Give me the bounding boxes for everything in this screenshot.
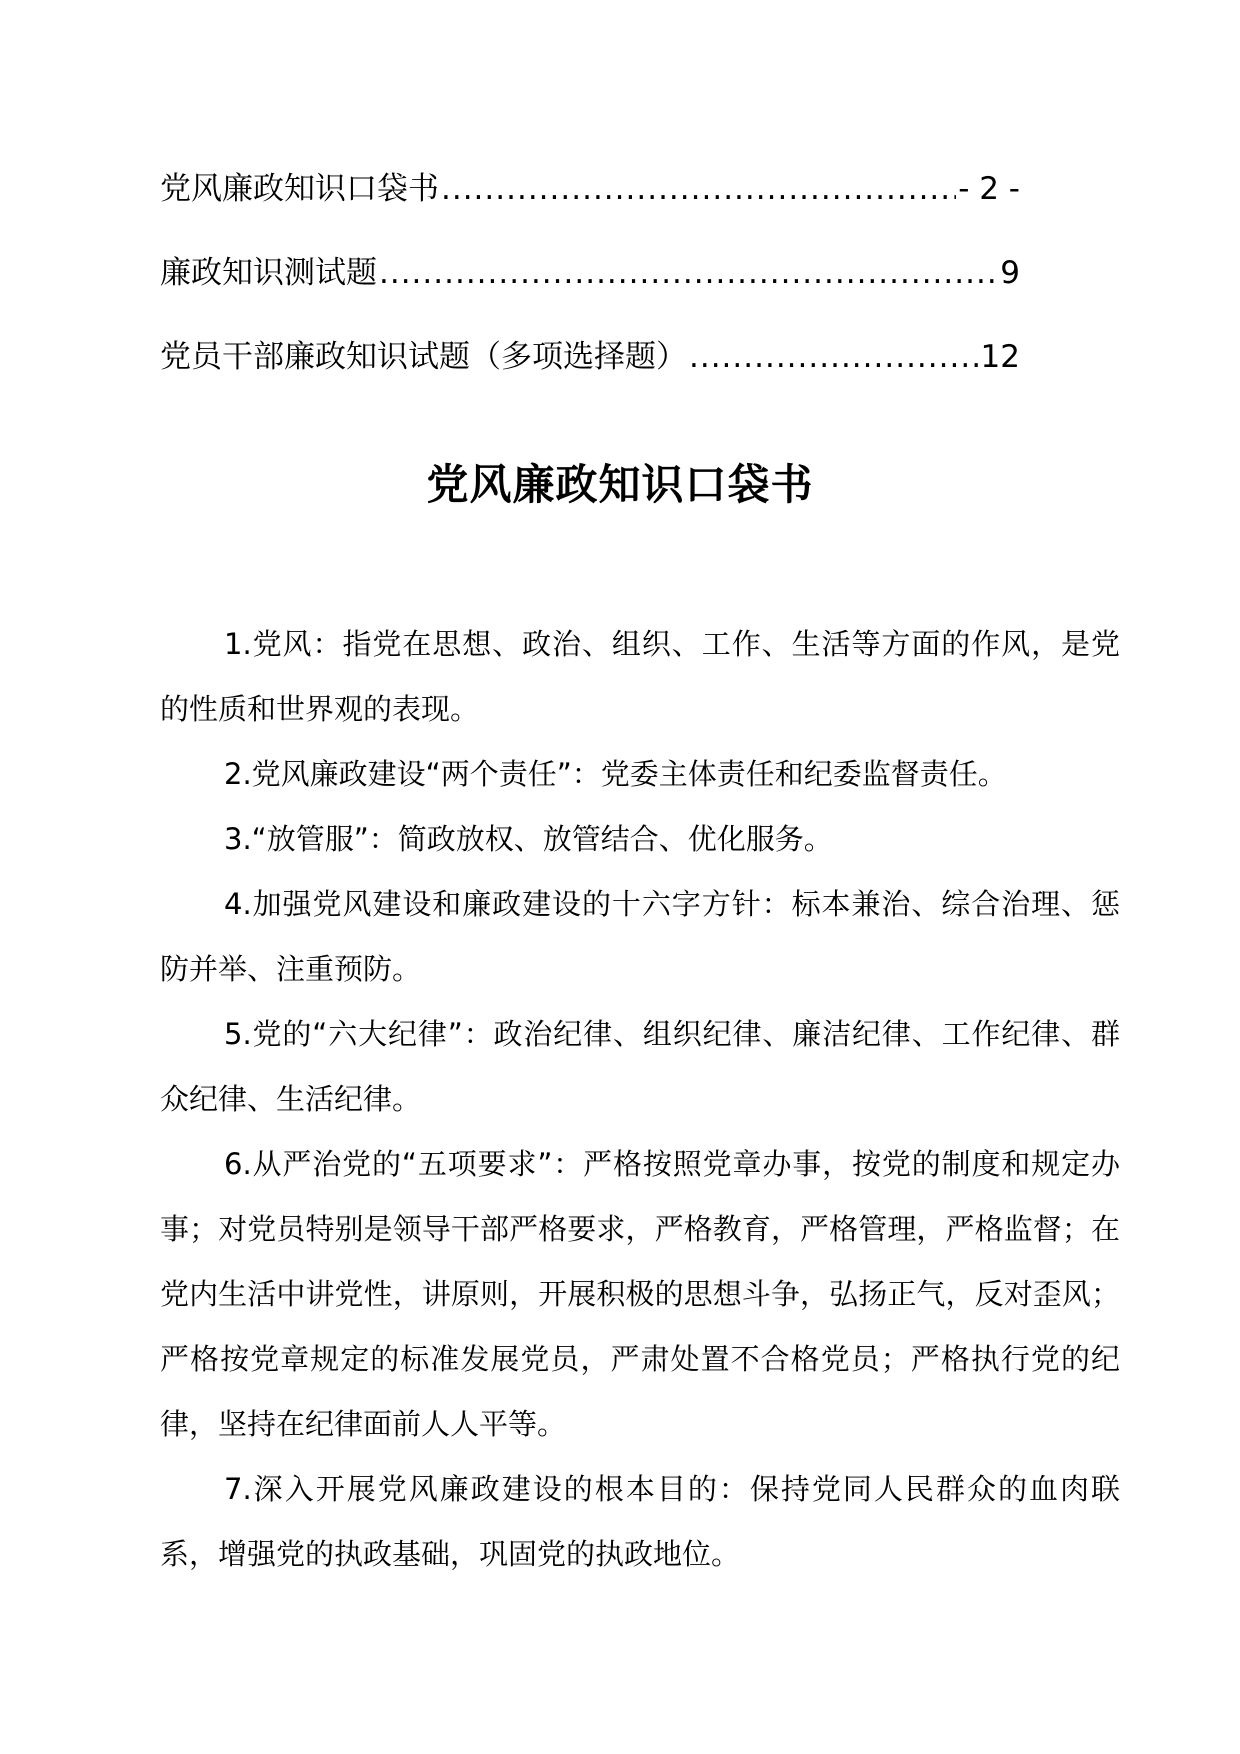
- table-of-contents: [160, 168, 1020, 420]
- document-body: [160, 612, 1120, 1587]
- toc-leader-dots: [689, 336, 979, 378]
- body-paragraph: 5.党的“六大纪律”：政治纪律、组织纪律、廉洁纪律、工作纪律、群众纪律、生活纪律。: [160, 1017, 1120, 1116]
- document-title: 党风廉政知识口袋书: [426, 460, 814, 510]
- body-paragraph: 3.“放管服”：简政放权、放管结合、优化服务。: [224, 822, 833, 856]
- toc-entry-page: 9: [1000, 255, 1020, 291]
- toc-entry-page: - 2 -: [958, 171, 1020, 207]
- body-paragraph: 4.加强党风建设和廉政建设的十六字方针：标本兼治、综合治理、惩防并举、注重预防。: [160, 887, 1120, 986]
- toc-entry[interactable]: [160, 168, 1020, 210]
- toc-leader-dots: [441, 168, 956, 210]
- toc-entry[interactable]: [160, 336, 1020, 378]
- toc-entry-page: 12: [980, 339, 1020, 375]
- toc-entry-title: 党风廉政知识口袋书: [160, 171, 439, 207]
- body-paragraph: 1.党风：指党在思想、政治、组织、工作、生活等方面的作风，是党的性质和世界观的表现。: [160, 627, 1120, 726]
- toc-entry-title: 廉政知识测试题: [160, 255, 377, 291]
- body-paragraph: 2.党风廉政建设“两个责任”：党委主体责任和纪委监督责任。: [224, 757, 1007, 791]
- body-paragraph: 6.从严治党的“五项要求”：严格按照党章办事，按党的制度和规定办事；对党员特别是领导干部严格要求，严格教育，严格管理，严格监督；在党内生活中讲党性，讲原则，开展积极的思想斗争，弘扬正气，反对歪风；严格按党章规定的标准发展党员，严肃处置不合格党员；严格执行党的纪律，坚持在纪律面前人人平等。: [160, 1147, 1120, 1441]
- toc-entry-title: 党员干部廉政知识试题（多项选择题）: [160, 339, 687, 375]
- toc-leader-dots: [379, 252, 998, 294]
- toc-entry[interactable]: [160, 252, 1020, 294]
- body-paragraph: 7.深入开展党风廉政建设的根本目的：保持党同人民群众的血肉联系，增强党的执政基础，巩固党的执政地位。: [160, 1472, 1120, 1571]
